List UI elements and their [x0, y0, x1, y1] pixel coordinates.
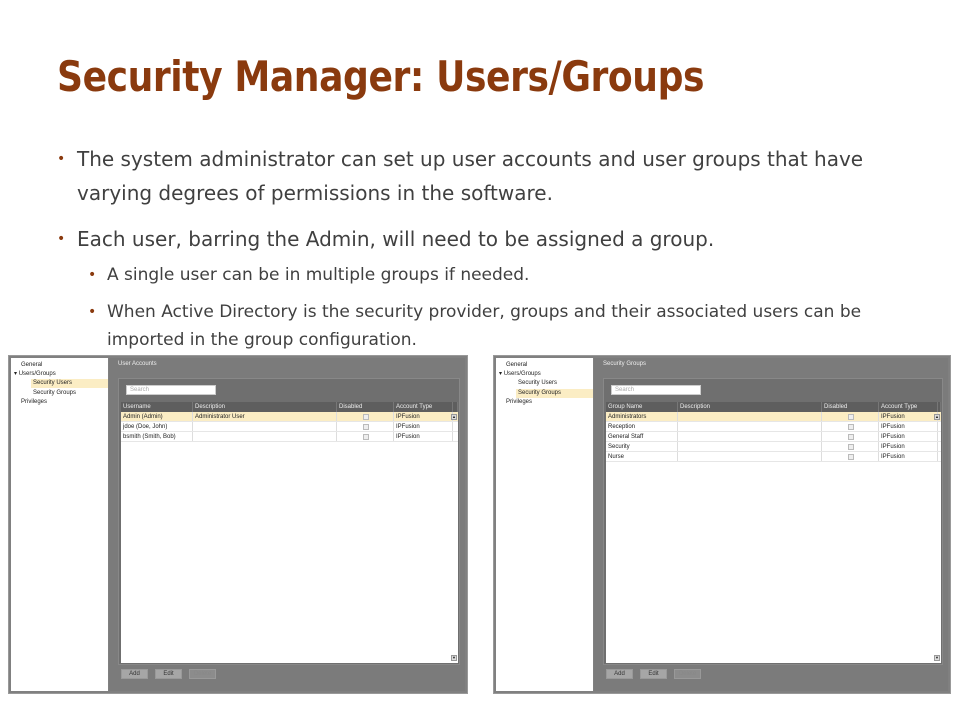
- cell: Administrator User: [193, 412, 337, 421]
- disabled-checkbox[interactable]: [848, 414, 854, 420]
- nav-tree: [496, 358, 593, 691]
- cell: Reception: [606, 422, 678, 431]
- nav-users-groups[interactable]: ▾ Users/Groups: [14, 371, 56, 377]
- nav-general[interactable]: General: [506, 362, 528, 368]
- nav-privileges[interactable]: Privileges: [21, 399, 48, 405]
- scroll-down-icon[interactable]: ▼: [935, 655, 939, 660]
- cell: [193, 432, 337, 441]
- users-table: [121, 402, 458, 663]
- nav-security-users[interactable]: Security Users: [31, 379, 108, 388]
- cell: IPFusion: [879, 422, 938, 431]
- table-row[interactable]: [121, 412, 458, 422]
- table-row[interactable]: [121, 422, 458, 432]
- nav-security-users[interactable]: Security Users: [518, 380, 558, 386]
- bullet: • The system administrator can set up user accounts and user groups that have varying degrees of permissions in the software.: [57, 147, 864, 205]
- edit-button[interactable]: Edit: [155, 669, 182, 679]
- disabled-checkbox[interactable]: [363, 424, 369, 430]
- cell: IPFusion: [394, 412, 453, 421]
- add-button[interactable]: Add: [606, 669, 633, 679]
- table-row[interactable]: [606, 422, 941, 432]
- col-header[interactable]: Description: [193, 402, 337, 412]
- nav-general[interactable]: General: [21, 362, 43, 368]
- col-header[interactable]: Account Type: [394, 402, 453, 412]
- delete-button[interactable]: Delete: [674, 669, 701, 679]
- col-header[interactable]: Username: [121, 402, 193, 412]
- cell: bsmith (Smith, Bob): [121, 432, 193, 441]
- cell: jdoe (Doe, John): [121, 422, 193, 431]
- nav-security-groups[interactable]: Security Groups: [33, 390, 77, 396]
- panel-title: User Accounts: [118, 361, 157, 367]
- col-header[interactable]: Description: [678, 402, 822, 412]
- disabled-checkbox[interactable]: [363, 414, 369, 420]
- bullet: • Each user, barring the Admin, will need to be assigned a group.: [57, 227, 715, 251]
- cell: IPFusion: [879, 412, 938, 421]
- col-header[interactable]: Disabled: [822, 402, 879, 412]
- cell: Administrators: [606, 412, 678, 421]
- cell: Security: [606, 442, 678, 451]
- cell: Admin (Admin): [121, 412, 193, 421]
- cell: IPFusion: [394, 432, 453, 441]
- cell: IPFusion: [879, 452, 938, 461]
- edit-button[interactable]: Edit: [640, 669, 667, 679]
- search-input[interactable]: Search: [126, 385, 216, 395]
- disabled-checkbox[interactable]: [363, 434, 369, 440]
- cell: Nurse: [606, 452, 678, 461]
- cell: General Staff: [606, 432, 678, 441]
- disabled-checkbox[interactable]: [848, 454, 854, 460]
- col-header[interactable]: Account Type: [879, 402, 938, 412]
- delete-button[interactable]: Delete: [189, 669, 216, 679]
- cell: IPFusion: [879, 432, 938, 441]
- sub-bullet: • A single user can be in multiple groups if needed.: [88, 265, 530, 285]
- sub-bullet: • When Active Directory is the security provider, groups and their associated users can be imported in the group configuration.: [88, 302, 862, 350]
- cell: IPFusion: [879, 442, 938, 451]
- table-row[interactable]: [121, 432, 458, 442]
- table-row[interactable]: [606, 412, 941, 422]
- nav-security-groups[interactable]: Security Groups: [516, 389, 593, 398]
- scroll-up-icon[interactable]: ▲: [452, 414, 456, 419]
- scroll-down-icon[interactable]: ▼: [452, 655, 456, 660]
- table-row[interactable]: [606, 442, 941, 452]
- groups-table: [606, 402, 941, 663]
- col-header[interactable]: Disabled: [337, 402, 394, 412]
- add-button[interactable]: Add: [121, 669, 148, 679]
- groups-screenshot: [493, 355, 951, 694]
- disabled-checkbox[interactable]: [848, 424, 854, 430]
- slide-title: Security Manager: Users/Groups: [57, 52, 705, 101]
- cell: IPFusion: [394, 422, 453, 431]
- disabled-checkbox[interactable]: [848, 444, 854, 450]
- panel-title: Security Groups: [603, 361, 647, 367]
- search-input[interactable]: Search: [611, 385, 701, 395]
- nav-privileges[interactable]: Privileges: [506, 399, 533, 405]
- users-screenshot: [8, 355, 468, 694]
- scroll-up-icon[interactable]: ▲: [935, 414, 939, 419]
- table-row[interactable]: [606, 452, 941, 462]
- table-row[interactable]: [606, 432, 941, 442]
- cell: [193, 422, 337, 431]
- col-header[interactable]: Group Name: [606, 402, 678, 412]
- disabled-checkbox[interactable]: [848, 434, 854, 440]
- nav-tree: [11, 358, 108, 691]
- nav-users-groups[interactable]: ▾ Users/Groups: [499, 371, 541, 377]
